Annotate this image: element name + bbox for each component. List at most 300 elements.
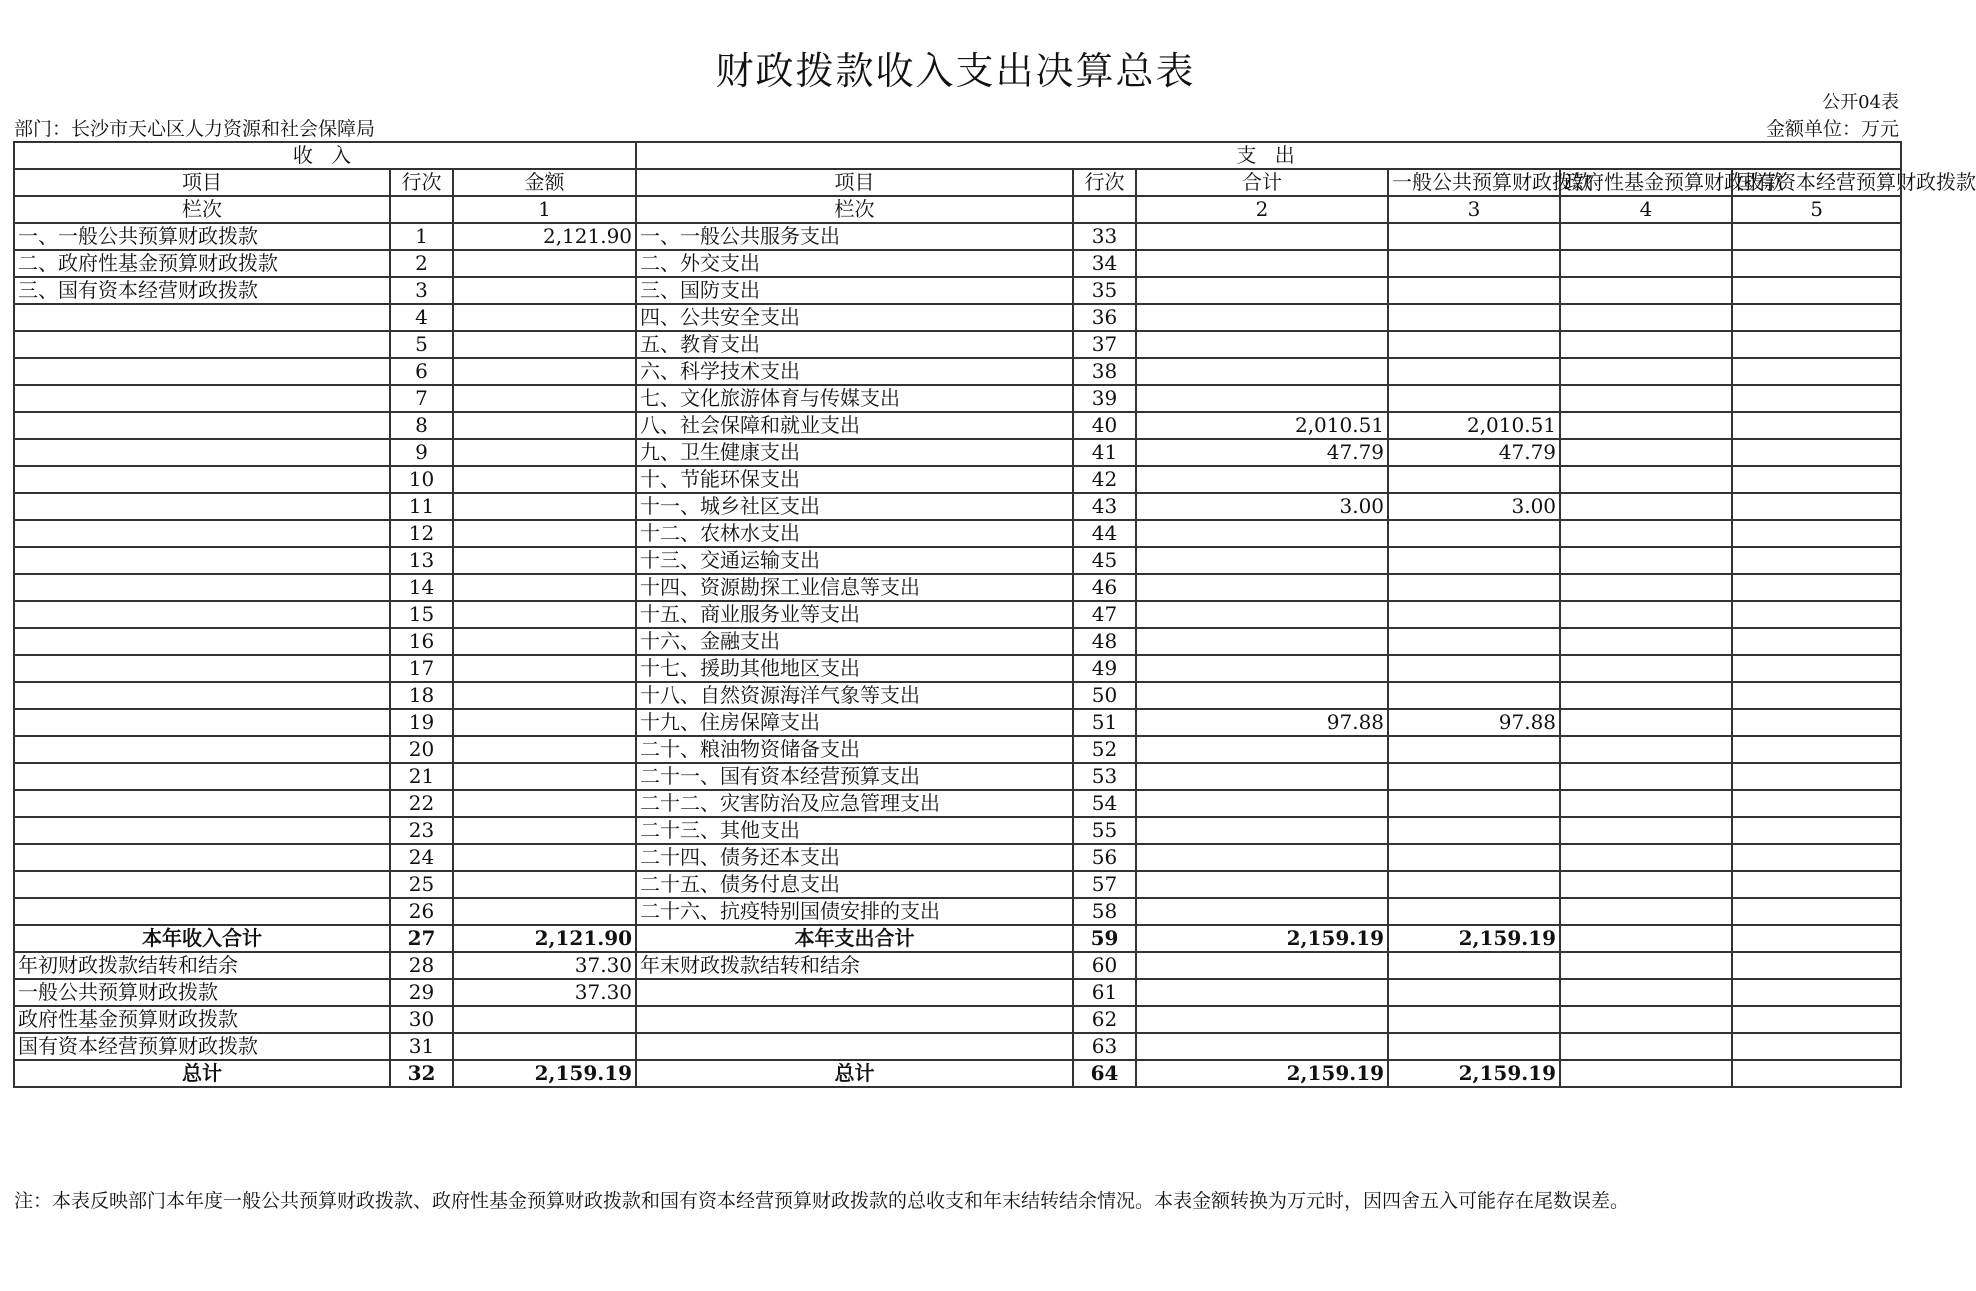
income-amount-cell [453,331,636,358]
table-row [14,1006,1901,1033]
income-amount-cell [453,871,636,898]
table-row [14,385,1901,412]
table-row [14,871,1901,898]
expense-item-cell: 五、教育支出 [636,331,1073,358]
expense-total-cell [1136,223,1388,250]
income-amount-cell: 2,121.90 [453,925,636,952]
table-row [14,547,1901,574]
gov-fund-cell [1560,277,1732,304]
income-item-cell: 三、国有资本经营财政拨款 [14,277,390,304]
section-header-row [14,142,1901,169]
expense-index-3: 3 [1388,196,1560,223]
expense-item-cell: 二十二、灾害防治及应急管理支出 [636,790,1073,817]
income-line-no-cell: 25 [390,871,453,898]
gov-fund-cell [1560,385,1732,412]
table-row [14,574,1901,601]
income-amount-cell [453,682,636,709]
expense-item-cell [636,1033,1073,1060]
general-budget-cell: 47.79 [1388,439,1560,466]
income-amount-cell [453,412,636,439]
general-budget-cell [1388,898,1560,925]
gov-fund-cell [1560,979,1732,1006]
expense-line-no-cell: 44 [1073,520,1136,547]
table-row [14,790,1901,817]
table-row [14,601,1901,628]
table-row [14,763,1901,790]
expense-item-cell: 十一、城乡社区支出 [636,493,1073,520]
income-amount-cell [453,736,636,763]
expense-total-cell: 2,159.19 [1136,1060,1388,1087]
table-row [14,493,1901,520]
income-item-cell: 总计 [14,1060,390,1087]
income-line-no-cell: 17 [390,655,453,682]
general-budget-cell [1388,601,1560,628]
general-budget-cell [1388,277,1560,304]
expense-total-cell [1136,736,1388,763]
income-item-cell: 国有资本经营预算财政拨款 [14,1033,390,1060]
gov-fund-cell [1560,925,1732,952]
expense-line-no-cell: 51 [1073,709,1136,736]
expense-item-cell: 二十三、其他支出 [636,817,1073,844]
table-row [14,358,1901,385]
gov-fund-cell [1560,763,1732,790]
state-capital-cell [1732,736,1901,763]
income-amount-cell [453,790,636,817]
expense-index-5: 5 [1732,196,1901,223]
expense-total-cell [1136,547,1388,574]
table-row [14,844,1901,871]
income-item-cell [14,385,390,412]
table-row [14,466,1901,493]
expense-item-cell: 十七、援助其他地区支出 [636,655,1073,682]
income-line-no-cell: 16 [390,628,453,655]
gov-fund-cell [1560,466,1732,493]
income-amount-cell: 37.30 [453,979,636,1006]
income-item-cell [14,763,390,790]
state-capital-cell [1732,304,1901,331]
income-item-cell [14,493,390,520]
expense-item-cell: 二、外交支出 [636,250,1073,277]
expense-total-cell [1136,1033,1388,1060]
income-item-cell: 二、政府性基金预算财政拨款 [14,250,390,277]
general-budget-cell [1388,736,1560,763]
expense-line-no-cell: 43 [1073,493,1136,520]
expense-total-cell [1136,790,1388,817]
gov-fund-cell [1560,871,1732,898]
expense-item-cell: 二十、粮油物资储备支出 [636,736,1073,763]
gov-fund-cell [1560,601,1732,628]
unit-label: 金额单位：万元 [1765,118,1899,140]
income-line-no-cell: 30 [390,1006,453,1033]
gov-fund-cell [1560,682,1732,709]
gov-fund-cell [1560,331,1732,358]
expense-line-no-cell: 52 [1073,736,1136,763]
state-capital-cell [1732,871,1901,898]
income-line-no-cell: 31 [390,1033,453,1060]
income-item-cell [14,466,390,493]
table-row [14,655,1901,682]
income-item-cell [14,601,390,628]
state-capital-cell [1732,358,1901,385]
expense-total-cell [1136,628,1388,655]
income-item-cell [14,304,390,331]
expense-line-no-cell: 54 [1073,790,1136,817]
gov-fund-header: 政府性基金预算财政拨款 [1560,169,1732,196]
income-item-cell [14,898,390,925]
expense-total-cell: 2,010.51 [1136,412,1388,439]
income-item-cell [14,736,390,763]
expense-item-cell: 年末财政拨款结转和结余 [636,952,1073,979]
gov-fund-cell [1560,898,1732,925]
income-line-no-cell: 15 [390,601,453,628]
expense-item-header: 项目 [636,169,1073,196]
expense-total-cell [1136,304,1388,331]
general-budget-cell [1388,1006,1560,1033]
income-line-no-cell: 10 [390,466,453,493]
income-line-no-cell: 24 [390,844,453,871]
expense-line-no-cell: 57 [1073,871,1136,898]
gov-fund-cell [1560,655,1732,682]
income-item-cell [14,682,390,709]
gov-fund-cell [1560,574,1732,601]
income-amount-cell [453,547,636,574]
expense-item-cell: 十三、交通运输支出 [636,547,1073,574]
general-budget-cell [1388,331,1560,358]
expense-item-cell: 九、卫生健康支出 [636,439,1073,466]
income-amount-cell [453,358,636,385]
expense-line-no-cell: 39 [1073,385,1136,412]
page-title: 财政拨款收入支出决算总表 [715,49,1196,93]
expense-total-cell [1136,1006,1388,1033]
state-capital-cell [1732,844,1901,871]
income-line-no-cell: 18 [390,682,453,709]
general-budget-cell [1388,763,1560,790]
state-capital-cell [1732,790,1901,817]
expense-total-cell [1136,574,1388,601]
expense-line-no-cell: 48 [1073,628,1136,655]
expense-line-no-cell: 63 [1073,1033,1136,1060]
income-item-cell [14,520,390,547]
expense-item-cell: 二十六、抗疫特别国债安排的支出 [636,898,1073,925]
state-capital-cell [1732,817,1901,844]
income-amount-cell [453,763,636,790]
expense-line-no-cell: 62 [1073,1006,1136,1033]
income-line-no-cell: 26 [390,898,453,925]
gov-fund-cell [1560,412,1732,439]
expense-total-cell [1136,979,1388,1006]
income-item-cell [14,547,390,574]
gov-fund-cell [1560,493,1732,520]
expense-line-no-cell: 42 [1073,466,1136,493]
income-line-no-cell: 5 [390,331,453,358]
expense-total-cell [1136,655,1388,682]
expense-total-cell: 47.79 [1136,439,1388,466]
gov-fund-cell [1560,1033,1732,1060]
gov-fund-cell [1560,250,1732,277]
income-line-no-cell: 22 [390,790,453,817]
table-row [14,1060,1901,1087]
expense-item-cell [636,979,1073,1006]
expense-line-no-cell: 59 [1073,925,1136,952]
expense-line-no-cell: 45 [1073,547,1136,574]
income-item-cell [14,439,390,466]
table-row [14,628,1901,655]
income-item-cell [14,844,390,871]
expense-line-no-cell: 60 [1073,952,1136,979]
expense-total-cell [1136,520,1388,547]
expense-item-cell: 总计 [636,1060,1073,1087]
general-budget-header: 一般公共预算财政拨款 [1388,169,1560,196]
expense-line-no-cell: 46 [1073,574,1136,601]
expense-item-cell: 二十五、债务付息支出 [636,871,1073,898]
income-item-cell [14,412,390,439]
income-amount-cell [453,439,636,466]
expense-line-no-cell: 58 [1073,898,1136,925]
expense-item-cell: 四、公共安全支出 [636,304,1073,331]
expense-total-cell [1136,817,1388,844]
income-item-cell [14,655,390,682]
gov-fund-cell [1560,817,1732,844]
state-capital-cell [1732,223,1901,250]
gov-fund-cell [1560,223,1732,250]
expense-index-label: 栏次 [636,196,1073,223]
income-line-no-cell: 32 [390,1060,453,1087]
expense-total-cell [1136,331,1388,358]
table-row [14,250,1901,277]
gov-fund-cell [1560,358,1732,385]
state-capital-cell [1732,952,1901,979]
general-budget-cell [1388,682,1560,709]
gov-fund-cell [1560,952,1732,979]
income-amount-cell [453,628,636,655]
expense-line-no-cell: 35 [1073,277,1136,304]
income-amount-cell: 2,121.90 [453,223,636,250]
expense-total-cell [1136,682,1388,709]
expense-line-no-cell: 37 [1073,331,1136,358]
general-budget-cell [1388,520,1560,547]
income-line-no-cell: 14 [390,574,453,601]
expense-total-cell [1136,385,1388,412]
income-amount-cell [453,655,636,682]
state-capital-cell [1732,1033,1901,1060]
expense-item-cell: 本年支出合计 [636,925,1073,952]
expense-item-cell: 八、社会保障和就业支出 [636,412,1073,439]
expense-line-no-cell: 56 [1073,844,1136,871]
income-section-header: 收 入 [14,142,636,169]
state-capital-cell [1732,763,1901,790]
income-amount-header: 金额 [453,169,636,196]
form-number: 公开04表 [1822,92,1899,113]
income-index-label: 栏次 [14,196,390,223]
expense-total-cell [1136,601,1388,628]
general-budget-cell [1388,1033,1560,1060]
income-item-cell [14,871,390,898]
department-label: 部门：长沙市天心区人力资源和社会保障局 [14,118,376,140]
gov-fund-cell [1560,709,1732,736]
state-capital-cell [1732,466,1901,493]
expense-total-cell [1136,844,1388,871]
general-budget-cell [1388,790,1560,817]
table-row [14,736,1901,763]
income-amount-cell: 37.30 [453,952,636,979]
gov-fund-cell [1560,790,1732,817]
expense-item-cell: 二十一、国有资本经营预算支出 [636,763,1073,790]
income-item-cell: 年初财政拨款结转和结余 [14,952,390,979]
income-line-no-cell: 20 [390,736,453,763]
expense-item-cell: 六、科学技术支出 [636,358,1073,385]
state-capital-cell [1732,385,1901,412]
general-budget-cell [1388,547,1560,574]
income-line-no-cell: 23 [390,817,453,844]
general-budget-cell: 3.00 [1388,493,1560,520]
income-amount-cell [453,1033,636,1060]
general-budget-cell [1388,574,1560,601]
income-item-cell [14,331,390,358]
table-row [14,682,1901,709]
expense-total-cell [1136,898,1388,925]
general-budget-cell [1388,250,1560,277]
table-row [14,439,1901,466]
income-item-cell: 本年收入合计 [14,925,390,952]
state-capital-cell [1732,520,1901,547]
state-capital-header: 国有资本经营预算财政拨款 [1732,169,1901,196]
income-line-no-cell: 27 [390,925,453,952]
expense-total-cell [1136,871,1388,898]
table-row [14,277,1901,304]
state-capital-cell [1732,493,1901,520]
expense-line-no-cell: 64 [1073,1060,1136,1087]
income-line-no-cell: 6 [390,358,453,385]
expense-line-no-cell: 36 [1073,304,1136,331]
income-line-no-header: 行次 [390,169,453,196]
income-item-cell [14,358,390,385]
state-capital-cell [1732,628,1901,655]
expense-index-4: 4 [1560,196,1732,223]
expense-item-cell [636,1006,1073,1033]
expense-total-header: 合计 [1136,169,1388,196]
expense-line-no-cell: 34 [1073,250,1136,277]
expense-item-cell: 十五、商业服务业等支出 [636,601,1073,628]
income-amount-cell [453,574,636,601]
expense-line-no-cell: 61 [1073,979,1136,1006]
income-line-no-cell: 13 [390,547,453,574]
state-capital-cell [1732,547,1901,574]
income-line-no-cell: 9 [390,439,453,466]
expense-total-cell: 3.00 [1136,493,1388,520]
gov-fund-cell [1560,520,1732,547]
income-amount-cell [453,520,636,547]
state-capital-cell [1732,655,1901,682]
gov-fund-cell [1560,304,1732,331]
expense-item-cell: 一、一般公共服务支出 [636,223,1073,250]
table-row [14,925,1901,952]
expense-item-cell: 十二、农林水支出 [636,520,1073,547]
income-amount-cell [453,898,636,925]
income-item-cell [14,628,390,655]
expense-total-cell [1136,277,1388,304]
income-amount-cell [453,709,636,736]
income-amount-cell [453,277,636,304]
budget-table [13,141,1976,1088]
income-line-no-cell: 4 [390,304,453,331]
general-budget-cell: 2,159.19 [1388,1060,1560,1087]
income-line-no-cell: 21 [390,763,453,790]
income-index-blank [390,196,453,223]
general-budget-cell [1388,871,1560,898]
income-line-no-cell: 19 [390,709,453,736]
income-amount-cell: 2,159.19 [453,1060,636,1087]
expense-index-blank [1073,196,1136,223]
general-budget-cell [1388,466,1560,493]
gov-fund-cell [1560,547,1732,574]
expense-line-no-cell: 38 [1073,358,1136,385]
expense-item-cell: 二十四、债务还本支出 [636,844,1073,871]
expense-item-cell: 七、文化旅游体育与传媒支出 [636,385,1073,412]
state-capital-cell [1732,979,1901,1006]
expense-line-no-header: 行次 [1073,169,1136,196]
table-row [14,1033,1901,1060]
table-row [14,709,1901,736]
expense-item-cell: 十六、金融支出 [636,628,1073,655]
state-capital-cell [1732,574,1901,601]
state-capital-cell [1732,682,1901,709]
expense-item-cell: 十、节能环保支出 [636,466,1073,493]
table-row [14,520,1901,547]
expense-item-cell: 十八、自然资源海洋气象等支出 [636,682,1073,709]
income-amount-cell [453,1006,636,1033]
table-row [14,952,1901,979]
state-capital-cell [1732,412,1901,439]
income-line-no-cell: 29 [390,979,453,1006]
expense-line-no-cell: 47 [1073,601,1136,628]
gov-fund-cell [1560,628,1732,655]
footnote: 注：本表反映部门本年度一般公共预算财政拨款、政府性基金预算财政拨款和国有资本经营预算财政拨款的总收支和年末结转结余情况。本表金额转换为万元时，因四舍五入可能存在尾数误差。 [14,1190,1630,1212]
state-capital-cell [1732,898,1901,925]
income-item-cell: 政府性基金预算财政拨款 [14,1006,390,1033]
general-budget-cell: 2,010.51 [1388,412,1560,439]
table-row [14,412,1901,439]
income-item-cell: 一般公共预算财政拨款 [14,979,390,1006]
income-line-no-cell: 3 [390,277,453,304]
general-budget-cell [1388,817,1560,844]
gov-fund-cell [1560,1060,1732,1087]
table-row [14,223,1901,250]
expense-total-cell [1136,952,1388,979]
state-capital-cell [1732,439,1901,466]
expense-line-no-cell: 41 [1073,439,1136,466]
general-budget-cell [1388,385,1560,412]
income-amount-cell [453,466,636,493]
gov-fund-cell [1560,439,1732,466]
income-item-cell [14,574,390,601]
gov-fund-cell [1560,1006,1732,1033]
state-capital-cell [1732,1060,1901,1087]
general-budget-cell: 2,159.19 [1388,925,1560,952]
state-capital-cell [1732,601,1901,628]
state-capital-cell [1732,277,1901,304]
state-capital-cell [1732,1006,1901,1033]
general-budget-cell [1388,952,1560,979]
expense-total-cell [1136,358,1388,385]
expense-index-2: 2 [1136,196,1388,223]
state-capital-cell [1732,331,1901,358]
expense-total-cell: 2,159.19 [1136,925,1388,952]
expense-line-no-cell: 33 [1073,223,1136,250]
general-budget-cell: 97.88 [1388,709,1560,736]
state-capital-cell [1732,925,1901,952]
general-budget-cell [1388,979,1560,1006]
gov-fund-cell [1560,844,1732,871]
